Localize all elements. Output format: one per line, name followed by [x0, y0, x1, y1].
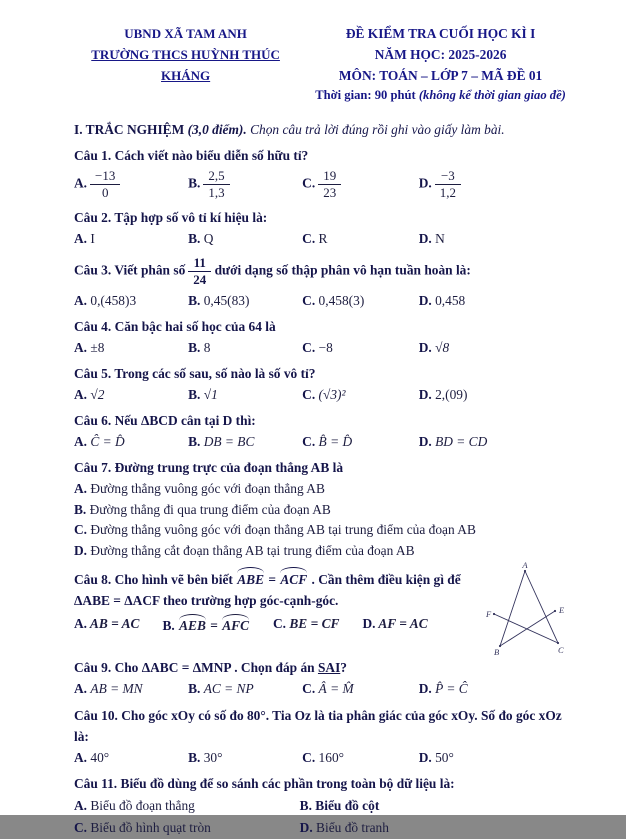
- section-title: [74, 120, 570, 140]
- q5-label: Câu 5.: [74, 365, 112, 381]
- q5-option-a: A. √2: [74, 387, 105, 403]
- q6-label: Câu 6.: [74, 413, 112, 429]
- question-5: [74, 363, 570, 405]
- q9-option-a: A. AB = MN: [74, 681, 143, 697]
- header-title-block: [297, 24, 570, 106]
- q4-option-d: D. √8: [418, 339, 450, 355]
- q10-option-b: B. 30°: [188, 749, 223, 765]
- q3-option-a: A. 0,(458)3: [74, 292, 137, 308]
- exam-header: [74, 24, 570, 106]
- question-9: [74, 657, 570, 699]
- question-10: [74, 705, 570, 768]
- q4-option-b: B. 8: [188, 339, 211, 355]
- fraction: $\frac{11}{24}$: [188, 256, 211, 287]
- question-2: [74, 207, 570, 249]
- q5-option-c: C. (√3)²: [302, 387, 346, 403]
- q5-option-d: D. 2,(09): [418, 387, 468, 403]
- fraction: $\frac{19}{23}$: [318, 169, 341, 200]
- question-3: [74, 254, 570, 310]
- q11-option-d: D. Biểu đồ tranh: [299, 820, 389, 836]
- q3-label: Câu 3.: [74, 263, 112, 279]
- q5-options: [74, 385, 570, 405]
- q2-option-a: A. I: [74, 231, 95, 247]
- question-1: [74, 145, 570, 202]
- q6-option-d: D. BD = CD: [418, 434, 488, 450]
- q8-option-c: C. BE = CF: [273, 615, 340, 631]
- q9-options: [74, 679, 570, 699]
- subject-line: MÔN: TOÁN – LỚP 7 – MÃ ĐỀ 01: [338, 67, 543, 83]
- question-6: [74, 410, 570, 452]
- q11-label: Câu 11.: [74, 775, 118, 791]
- q11-stem: Câu 11. Biểu đồ dùng để so sánh các phần trong toàn bộ dữ liệu là:: [74, 775, 455, 791]
- q11-options-row2: [74, 817, 570, 838]
- duration-line: [311, 86, 570, 106]
- triangle-figure: [482, 561, 576, 657]
- q2-option-c: C. R: [302, 231, 328, 247]
- q6-options: [74, 432, 570, 452]
- figure-label-c: C: [558, 645, 564, 656]
- figure-label-a: A: [522, 560, 528, 571]
- q3-options: [74, 291, 570, 311]
- school-year: NĂM HỌC: 2025-2026: [374, 46, 507, 62]
- q9-option-b: B. AC = NP: [188, 681, 254, 697]
- q3-option-b: B. 0,45(83): [188, 292, 250, 308]
- widehat-AFC: AFC: [221, 614, 250, 636]
- q7-label: Câu 7.: [74, 460, 112, 476]
- q4-label: Câu 4.: [74, 318, 112, 334]
- q10-options: [74, 748, 570, 768]
- q1-option-a: A. $\frac{-13}{0}$: [74, 167, 188, 202]
- q4-options: [74, 338, 570, 358]
- q9-sai: SAI: [317, 660, 341, 676]
- q3-option-d: D. 0,458: [418, 292, 466, 308]
- q4-option-a: A. ±8: [74, 339, 105, 355]
- q1-options: [74, 167, 570, 202]
- q2-options: [74, 229, 570, 249]
- q6-stem: Câu 6. Nếu ΔBCD cân tại D thì:: [74, 413, 256, 429]
- q2-option-d: D. N: [418, 231, 445, 247]
- section-instruction: Chọn câu trả lời đúng rồi ghi vào giấy làm bài.: [246, 121, 505, 137]
- q5-option-b: B. √1: [188, 387, 218, 403]
- q4-stem: Câu 4. Căn bậc hai số học của 64 là: [74, 318, 276, 334]
- figure-label-e: E: [559, 605, 565, 616]
- question-4: [74, 316, 570, 358]
- fraction: $\frac{-3}{1,2}$: [435, 169, 461, 200]
- q8-option-d: D. AF = AC: [362, 615, 428, 631]
- q7-option-d: D. Đường thẳng cắt đoạn thẳng AB tại trung điểm của đoạn AB: [74, 543, 415, 559]
- header-org-line2: TRƯỜNG THCS HUỲNH THÚC KHÁNG: [91, 46, 280, 83]
- q10-option-c: C. 160°: [302, 749, 344, 765]
- q9-option-c: C. Â = M̂: [302, 681, 354, 697]
- figure-label-b: B: [494, 647, 500, 658]
- q11-option-c: C. Biểu đồ hình quạt tròn: [74, 820, 211, 836]
- header-org-line1: UBND XÃ TAM ANH: [124, 26, 247, 41]
- q2-option-b: B. Q: [188, 231, 214, 247]
- figure-label-f: F: [486, 609, 492, 620]
- q11-options-row1: [74, 795, 570, 816]
- q4-option-c: C. −8: [302, 339, 333, 355]
- q8-label: Câu 8.: [74, 572, 112, 588]
- q9-stem: Câu 9. Cho ΔABC = ΔMNP . Chọn đáp án SAI?: [74, 660, 347, 676]
- fraction: $\frac{-13}{0}$: [90, 169, 120, 200]
- q8-option-a: A. AB = AC: [74, 615, 140, 631]
- question-8: [74, 560, 570, 658]
- q3-stem: Câu 3. Viết phân số $\frac{11}{24}$ dưới dạng số thập phân vô hạn tuần hoàn là:: [74, 255, 471, 288]
- q10-label: Câu 10.: [74, 707, 118, 723]
- widehat-AEB: AEB: [178, 614, 207, 636]
- duration-bold: Thời gian: 90 phút: [315, 88, 419, 103]
- q11-option-b: B. Biểu đồ cột: [299, 798, 380, 814]
- duration-note: (không kể thời gian giao đề): [418, 88, 566, 103]
- q1-label: Câu 1.: [74, 147, 112, 163]
- q3-option-c: C. 0,458(3): [302, 292, 365, 308]
- q7-option-b: B. Đường thẳng đi qua trung điểm của đoạn AB: [74, 501, 331, 517]
- q8-option-b: B. AEB = AFC: [162, 614, 250, 636]
- q7-option-a: A. Đường thẳng vuông góc với đoạn thẳng AB: [74, 480, 325, 496]
- question-11: [74, 773, 570, 839]
- q10-option-d: D. 50°: [418, 749, 454, 765]
- q2-label: Câu 2.: [74, 210, 112, 226]
- fraction: $\frac{2,5}{1,3}$: [203, 169, 229, 200]
- header-org-block: [74, 24, 297, 106]
- q8-stem: Câu 8. Cho hình vẽ bên biết ABE = ACF . Cần thêm điều kiện gì để ΔABE = ΔACF theo trường hợp góc-cạnh-góc.: [74, 567, 570, 611]
- q10-stem: Câu 10. Cho góc xOy có số đo 80°. Tia Oz là tia phân giác của góc xOy. Số đo góc xOz là:: [74, 707, 562, 744]
- q6-option-b: B. DB = BC: [188, 434, 255, 450]
- q1-option-d: D. $\frac{-3}{1,2}$: [419, 167, 570, 202]
- question-7: [74, 457, 570, 562]
- q9-option-d: D. P̂ = Ĉ: [418, 681, 468, 697]
- section-points: (3,0 điểm).: [184, 121, 247, 137]
- q1-option-c: C. $\frac{19}{23}$: [302, 167, 419, 202]
- q9-label: Câu 9.: [74, 660, 112, 676]
- q10-option-a: A. 40°: [74, 749, 110, 765]
- q7-option-c: C. Đường thẳng vuông góc với đoạn thẳng AB tại trung điểm của đoạn AB: [74, 522, 476, 538]
- q7-stem: Câu 7. Đường trung trực của đoạn thẳng AB là: [74, 460, 344, 476]
- widehat-ACF: ACF: [279, 567, 308, 590]
- q1-option-b: B. $\frac{2,5}{1,3}$: [188, 167, 302, 202]
- q6-option-c: C. B̂ = D̂: [302, 434, 353, 450]
- widehat-ABE: ABE: [236, 567, 265, 590]
- q11-option-a: A. Biểu đồ đoạn thẳng: [74, 798, 195, 814]
- q6-option-a: A. Ĉ = D̂: [74, 434, 125, 450]
- q1-stem: Câu 1. Cách viết nào biểu diễn số hữu tỉ?: [74, 147, 309, 163]
- exam-title: ĐỀ KIỂM TRA CUỐI HỌC KÌ I: [345, 26, 536, 41]
- section-title-main: I. TRẮC NGHIỆM: [74, 121, 185, 137]
- q5-stem: Câu 5. Trong các số sau, số nào là số vô tỉ?: [74, 365, 316, 381]
- q8-options: [74, 614, 474, 636]
- q2-stem: Câu 2. Tập hợp số vô tỉ kí hiệu là:: [74, 210, 268, 226]
